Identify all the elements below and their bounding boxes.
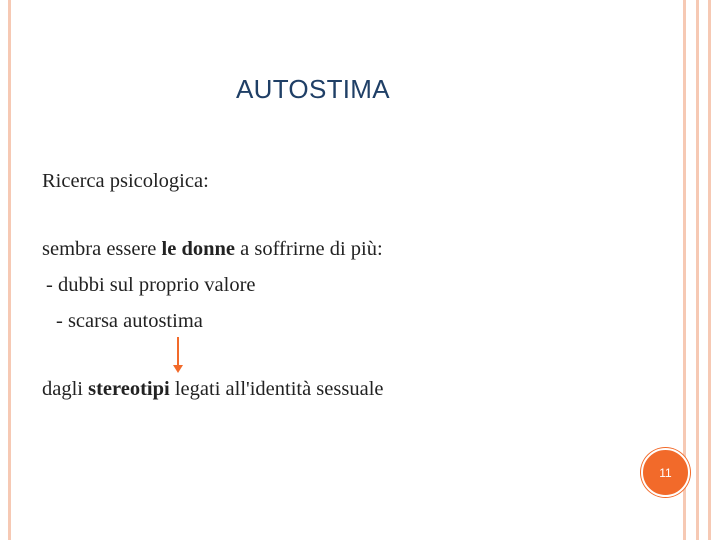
right-frame-line: [708, 0, 711, 540]
intro-text: Ricerca psicologica:: [42, 170, 209, 192]
left-frame-line: [8, 0, 11, 540]
bullet-item: - scarsa autostima: [56, 310, 203, 332]
conclusion-prefix: dagli: [42, 378, 89, 400]
down-arrow-icon: [171, 337, 185, 373]
bullet-item: - dubbi sul proprio valore: [46, 274, 256, 296]
statement-text: [42, 238, 383, 261]
conclusion-suffix: legati all'identità sessuale: [169, 378, 384, 400]
slide-title: AUTOSTIMA: [236, 74, 390, 104]
statement-suffix: a soffrirne di più:: [235, 238, 383, 260]
statement-emphasis: le donne: [161, 238, 236, 260]
conclusion-text: [42, 378, 383, 401]
statement-prefix: sembra essere: [42, 238, 162, 260]
page-number-badge: 11: [641, 448, 690, 497]
conclusion-emphasis: stereotipi: [88, 378, 170, 400]
right-frame-line: [696, 0, 699, 540]
